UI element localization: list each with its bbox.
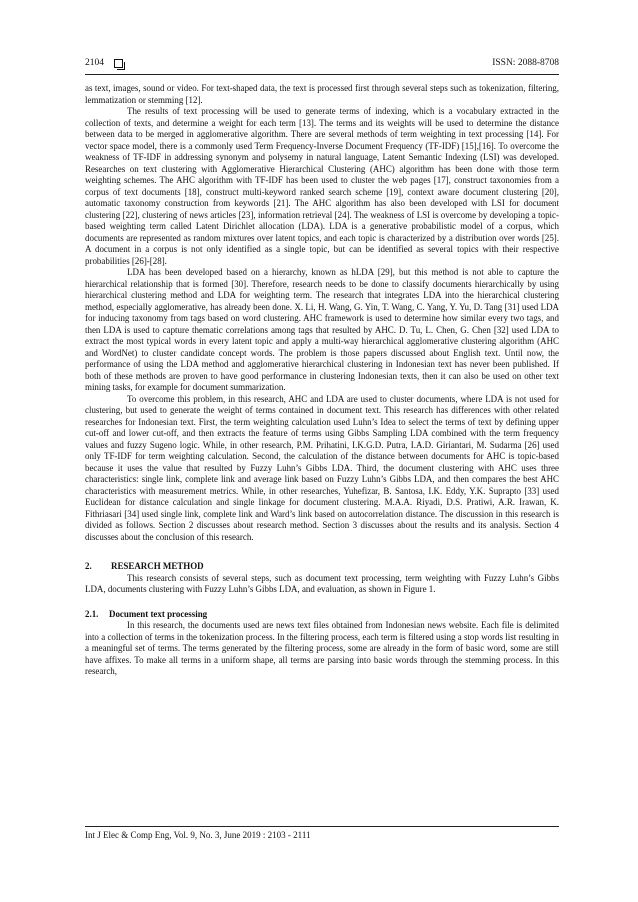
section-2-paragraph: This research consists of several steps, such as document text processing, term weighting with Fuzzy Luhn’s Gibbs LDA, documents clustering with Fuzzy Luhn’s Gibbs LDA, and evaluation, as shown in Figure 1. [85, 572, 559, 594]
section-2-number: 2. [85, 561, 92, 571]
section-2-1-paragraph: In this research, the documents used are news text files obtained from Indonesian news website. Each file is delimited into a collection of terms in the tokenization process. In the filtering process, each term is filtered using a stop words list resulting in a meaningful set of terms. The terms generated by the filtering process, some are already in the form of basic word, some are still have affixes. To make all terms in a uniform shape, all terms are parsing into basic words through the stemming process. In this research, [85, 620, 559, 676]
paragraph-lda-hierarchy: LDA has been developed based on a hierarchy, known as hLDA [29], but this method is not able to capture the hierarchical relationship that is formed [30]. Therefore, research needs to be done to classify documents hierarchically by using hierarchical clustering method and LDA for weighting term. The research that integrates LDA into the hierarchical clustering method, especially agglomerative, has already been done. X. Li, H. Wang, G. Yin, T. Wang, C. Yang, Y. Yu, D. Tang [31] used LDA for inducing taxonomy from tags based on word clustering. AHC framework is used to determine how similar every two tags, and then LDA is used to capture thematic correlations among tags that resulted by AHC. D. Tu, L. Chen, G. Chen [32] used LDA to extract the most typical words in every latent topic and apply a multi-way hierarchical agglomerative clustering algorithm (AHC and WordNet) to cluster candidate concept words. The problem is those papers discussed about English text. Until now, the performance of using the LDA method and agglomerative hierarchical clustering in Indonesian text has never been published. If both of these methods are proven to have good performance in clustering Indonesian texts, then it can also be used on other text mining tasks, for example for document summarization. [85, 267, 559, 392]
section-2-1-heading [85, 609, 559, 621]
header-rule [85, 74, 559, 75]
issn-label: ISSN: 2088-8708 [492, 58, 559, 68]
square-box-icon [114, 59, 123, 68]
section-2-1-title: Document text processing [109, 608, 208, 619]
footer-rule [85, 826, 559, 827]
section-2-title: RESEARCH METHOD [111, 561, 204, 571]
paragraph-term-weighting: The results of text processing will be used to generate terms of indexing, which is a vocabulary extracted in the collection of texts, and determine a weight for each term [13]. The terms and its weights will be used to determine the distance between data to be merged in agglomerative algorithm. There are several methods of term weighting in text processing [14]. For vector space model, there is a commonly used Term Frequency-Inverse Document Frequency (TF-IDF) [15],[16]. To overcome the weakness of TF-IDF in addressing synonym and polysemy in natural language, Latent Semantic Indexing (LSI) was developed. Researches on text clustering with Agglomerative Hierarchical Clustering (AHC) algorithm has been done with those term weighting schemes. The AHC algorithm with TF-IDF has been used to cluster the web pages [17], construct taxonomies from a corpus of text documents [18], construct multi-keyword ranked search scheme [19], context aware document clustering [20], automatic taxonomy construction from keywords [21]. The AHC algorithm has also been developed with LSI for document clustering [22], clustering of news articles [23], information retrieval [24]. The weakness of LSI is overcome by developing a topic-based weighting term called Latent Dirichlet allocation (LDA). LDA is a generative probabilistic model of a corpus, which documents are represented as random mixtures over latent topics, and each topic is characterized by a distribution over words [25]. A document in a corpus is not only identified as a single topic, but can be identified as several topics with their respective probabilities [26]-[28]. [85, 106, 559, 266]
page-footer: Int J Elec & Comp Eng, Vol. 9, No. 3, June 2019 : 2103 - 2111 [85, 830, 311, 840]
section-2-heading [85, 561, 559, 573]
paragraph-intro-continued: as text, images, sound or video. For text-shaped data, the text is processed first through several steps such as tokenization, filtering, lemmatization or stemming [12]. [85, 83, 559, 105]
section-2-1-number: 2.1. [85, 608, 99, 619]
page-number: 2104 [85, 58, 104, 68]
page-header [85, 56, 559, 70]
paragraph-proposed-approach: To overcome this problem, in this research, AHC and LDA are used to cluster documents, where LDA is not used for clustering, but used to generate the weight of terms contained in document text. This research has differences with other related researches for Indonesian text. First, the term weighting calculation used Luhn’s Idea to select the terms of text by defining upper cut-off and lower cut-off, and then extracts the feature of terms using Gibbs Sampling LDA combined with the term frequency values and fuzzy Sugeno logic. While, in other research, P.M. Prihatini, I.K.G.D. Putra, I.A.D. Giriantari, M. Sudarma [26] used only TF-IDF for term weighting calculation. Second, the calculation of the distance between documents for AHC is topic-based because it uses the value that resulted by Fuzzy Luhn’s Gibbs LDA. Third, the document clustering with AHC uses three characteristics: single link, complete link and average link based on Fuzzy Luhn’s Gibbs LDA, and then compares the best AHC characteristics with measurement metrics. While, in other researches, Yuhefizar, B. Santosa, I.K. Eddy, Y.K. Suprapto [33] used Euclidean for distance calculation and single linkage for document clustering. M.A.A. Riyadi, D.S. Pratiwi, A.R. Irawan, K. Fithriasari [34] used single link, complete link and Ward’s link based on autocorrelation distance. The discussion in this research is divided as follows. Section 2 discusses about research method. Section 3 discusses about the results and its analysis. Section 4 discusses about the conclusion of this research. [85, 393, 559, 542]
article-body [85, 83, 559, 678]
header-left [85, 58, 123, 68]
